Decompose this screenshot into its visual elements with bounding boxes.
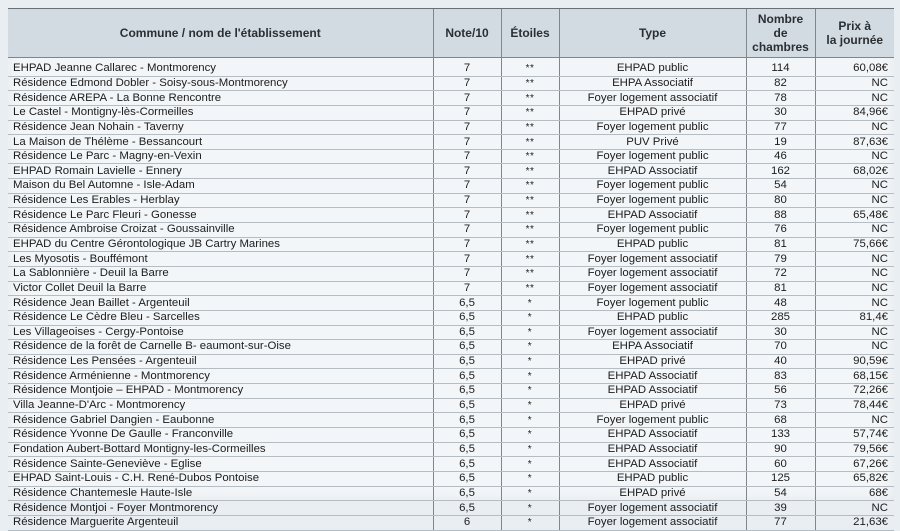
- cell-note: 7: [433, 135, 501, 150]
- cell-commune: Résidence Yvonne De Gaulle - Franconville: [8, 428, 433, 443]
- cell-chambres: 73: [746, 398, 815, 413]
- table-row: [8, 369, 894, 384]
- cell-commune: Les Myosotis - Bouffémont: [8, 252, 433, 267]
- cell-commune: Résidence Arménienne - Montmorency: [8, 369, 433, 384]
- cell-commune: Victor Collet Deuil la Barre: [8, 281, 433, 296]
- cell-etoiles: *: [501, 471, 559, 486]
- cell-type: Foyer logement public: [559, 193, 746, 208]
- cell-type: Foyer logement associatif: [559, 252, 746, 267]
- table-row: [8, 310, 894, 325]
- cell-commune: EHPAD du Centre Gérontologique JB Cartry Marines: [8, 237, 433, 252]
- cell-chambres: 54: [746, 179, 815, 194]
- cell-type: Foyer logement associatif: [559, 501, 746, 516]
- cell-note: 7: [433, 266, 501, 281]
- cell-chambres: 72: [746, 266, 815, 281]
- cell-note: 6,5: [433, 471, 501, 486]
- table-row: [8, 281, 894, 296]
- table-row: [8, 457, 894, 472]
- cell-etoiles: **: [501, 76, 559, 91]
- cell-note: 6,5: [433, 354, 501, 369]
- cell-chambres: 40: [746, 354, 815, 369]
- table-row: [8, 149, 894, 164]
- cell-note: 6,5: [433, 413, 501, 428]
- cell-prix: NC: [815, 91, 894, 106]
- cell-etoiles: *: [501, 325, 559, 340]
- cell-prix: 81,4€: [815, 310, 894, 325]
- header-chambres: [746, 9, 815, 58]
- cell-commune: La Maison de Thélème - Bessancourt: [8, 135, 433, 150]
- cell-prix: NC: [815, 252, 894, 267]
- cell-prix: 67,26€: [815, 457, 894, 472]
- cell-chambres: 54: [746, 486, 815, 501]
- cell-type: Foyer logement public: [559, 149, 746, 164]
- cell-type: EHPAD public: [559, 310, 746, 325]
- cell-commune: Résidence Les Erables - Herblay: [8, 193, 433, 208]
- cell-chambres: 68: [746, 413, 815, 428]
- cell-note: 7: [433, 193, 501, 208]
- cell-etoiles: **: [501, 223, 559, 238]
- cell-etoiles: *: [501, 442, 559, 457]
- cell-type: EHPA Associatif: [559, 76, 746, 91]
- cell-commune: Résidence Le Cèdre Bleu - Sarcelles: [8, 310, 433, 325]
- cell-type: EHPAD Associatif: [559, 208, 746, 223]
- cell-commune: Le Castel - Montigny-lès-Cormeilles: [8, 105, 433, 120]
- cell-commune: Résidence Gabriel Dangien - Eaubonne: [8, 413, 433, 428]
- cell-commune: Résidence Chantemesle Haute-Isle: [8, 486, 433, 501]
- cell-commune: Résidence Marguerite Argenteuil: [8, 515, 433, 530]
- table-row: [8, 442, 894, 457]
- cell-type: EHPAD privé: [559, 398, 746, 413]
- cell-etoiles: **: [501, 193, 559, 208]
- cell-type: Foyer logement associatif: [559, 515, 746, 530]
- cell-etoiles: **: [501, 208, 559, 223]
- cell-prix: NC: [815, 413, 894, 428]
- cell-commune: Fondation Aubert-Bottard Montigny-les-Cormeilles: [8, 442, 433, 457]
- cell-note: 7: [433, 120, 501, 135]
- cell-commune: Résidence Edmond Dobler - Soisy-sous-Montmorency: [8, 76, 433, 91]
- table-row: [8, 471, 894, 486]
- cell-etoiles: *: [501, 413, 559, 428]
- cell-commune: EHPAD Saint-Louis - C.H. René-Dubos Pontoise: [8, 471, 433, 486]
- cell-type: Foyer logement public: [559, 296, 746, 311]
- cell-commune: Résidence Les Pensées - Argenteuil: [8, 354, 433, 369]
- table-row: [8, 91, 894, 106]
- cell-note: 7: [433, 58, 501, 77]
- table-row: [8, 120, 894, 135]
- cell-etoiles: *: [501, 457, 559, 472]
- table-row: [8, 164, 894, 179]
- cell-note: 6,5: [433, 457, 501, 472]
- cell-prix: NC: [815, 193, 894, 208]
- table-row: [8, 266, 894, 281]
- cell-etoiles: **: [501, 58, 559, 77]
- table-row: [8, 325, 894, 340]
- table-row: [8, 515, 894, 530]
- table-row: [8, 384, 894, 399]
- cell-type: EHPAD Associatif: [559, 457, 746, 472]
- cell-etoiles: **: [501, 149, 559, 164]
- cell-type: Foyer logement public: [559, 413, 746, 428]
- cell-etoiles: *: [501, 398, 559, 413]
- cell-etoiles: *: [501, 384, 559, 399]
- cell-commune: Résidence AREPA - La Bonne Rencontre: [8, 91, 433, 106]
- header-etoiles: Étoiles: [501, 9, 559, 58]
- cell-etoiles: **: [501, 237, 559, 252]
- cell-type: EHPAD Associatif: [559, 384, 746, 399]
- cell-type: Foyer logement public: [559, 223, 746, 238]
- cell-prix: NC: [815, 266, 894, 281]
- cell-chambres: 48: [746, 296, 815, 311]
- establishments-table: [8, 9, 894, 531]
- cell-chambres: 30: [746, 325, 815, 340]
- cell-prix: NC: [815, 149, 894, 164]
- table-row: [8, 105, 894, 120]
- cell-etoiles: *: [501, 369, 559, 384]
- cell-prix: 87,63€: [815, 135, 894, 150]
- cell-note: 7: [433, 164, 501, 179]
- cell-etoiles: *: [501, 515, 559, 530]
- cell-etoiles: *: [501, 486, 559, 501]
- cell-type: EHPA Associatif: [559, 340, 746, 355]
- cell-type: EHPAD public: [559, 237, 746, 252]
- cell-chambres: 76: [746, 223, 815, 238]
- cell-etoiles: **: [501, 266, 559, 281]
- cell-chambres: 114: [746, 58, 815, 77]
- cell-type: Foyer logement associatif: [559, 266, 746, 281]
- cell-chambres: 19: [746, 135, 815, 150]
- cell-prix: 90,59€: [815, 354, 894, 369]
- cell-prix: 78,44€: [815, 398, 894, 413]
- cell-commune: EHPAD Romain Lavielle - Ennery: [8, 164, 433, 179]
- cell-note: 6,5: [433, 296, 501, 311]
- cell-chambres: 60: [746, 457, 815, 472]
- cell-chambres: 285: [746, 310, 815, 325]
- cell-commune: Résidence Sainte-Geneviève - Eglise: [8, 457, 433, 472]
- cell-etoiles: *: [501, 354, 559, 369]
- cell-prix: NC: [815, 340, 894, 355]
- table-row: [8, 252, 894, 267]
- cell-type: Foyer logement associatif: [559, 281, 746, 296]
- cell-chambres: 125: [746, 471, 815, 486]
- cell-note: 6,5: [433, 325, 501, 340]
- cell-chambres: 70: [746, 340, 815, 355]
- cell-note: 6,5: [433, 369, 501, 384]
- table-row: [8, 76, 894, 91]
- table-row: [8, 58, 894, 77]
- table-row: [8, 223, 894, 238]
- cell-type: Foyer logement public: [559, 179, 746, 194]
- cell-note: 6: [433, 515, 501, 530]
- cell-commune: Les Villageoises - Cergy-Pontoise: [8, 325, 433, 340]
- cell-prix: NC: [815, 281, 894, 296]
- cell-etoiles: *: [501, 310, 559, 325]
- cell-prix: 68,15€: [815, 369, 894, 384]
- table-row: [8, 501, 894, 516]
- cell-chambres: 90: [746, 442, 815, 457]
- cell-chambres: 46: [746, 149, 815, 164]
- cell-chambres: 162: [746, 164, 815, 179]
- cell-prix: NC: [815, 296, 894, 311]
- cell-chambres: 133: [746, 428, 815, 443]
- cell-type: EHPAD Associatif: [559, 428, 746, 443]
- cell-note: 7: [433, 252, 501, 267]
- table-row: [8, 486, 894, 501]
- cell-prix: 79,56€: [815, 442, 894, 457]
- cell-note: 7: [433, 149, 501, 164]
- cell-note: 7: [433, 76, 501, 91]
- cell-prix: 75,66€: [815, 237, 894, 252]
- table-row: [8, 340, 894, 355]
- cell-etoiles: **: [501, 179, 559, 194]
- cell-chambres: 77: [746, 515, 815, 530]
- cell-prix: 68€: [815, 486, 894, 501]
- table-row: [8, 208, 894, 223]
- cell-commune: EHPAD Jeanne Callarec - Montmorency: [8, 58, 433, 77]
- cell-type: Foyer logement associatif: [559, 91, 746, 106]
- table-row: [8, 413, 894, 428]
- cell-etoiles: *: [501, 501, 559, 516]
- cell-commune: La Sablonnière - Deuil la Barre: [8, 266, 433, 281]
- table-row: [8, 237, 894, 252]
- cell-etoiles: **: [501, 252, 559, 267]
- cell-note: 6,5: [433, 310, 501, 325]
- cell-chambres: 88: [746, 208, 815, 223]
- header-note: Note/10: [433, 9, 501, 58]
- cell-chambres: 81: [746, 281, 815, 296]
- cell-note: 7: [433, 223, 501, 238]
- cell-commune: Résidence de la forêt de Carnelle B- eaumont-sur-Oise: [8, 340, 433, 355]
- table-row: [8, 193, 894, 208]
- newspaper-table-clipping: [8, 8, 894, 529]
- cell-note: 7: [433, 179, 501, 194]
- cell-chambres: 82: [746, 76, 815, 91]
- cell-commune: Résidence Ambroise Croizat - Goussainville: [8, 223, 433, 238]
- cell-prix: 57,74€: [815, 428, 894, 443]
- header-prix: [815, 9, 894, 58]
- table-row: [8, 296, 894, 311]
- table-row: [8, 179, 894, 194]
- cell-note: 7: [433, 91, 501, 106]
- table-row: [8, 354, 894, 369]
- cell-type: EHPAD privé: [559, 486, 746, 501]
- cell-prix: 68,02€: [815, 164, 894, 179]
- cell-prix: 72,26€: [815, 384, 894, 399]
- cell-chambres: 30: [746, 105, 815, 120]
- cell-prix: NC: [815, 76, 894, 91]
- header-prix-line2: la journée: [826, 33, 884, 47]
- cell-commune: Résidence Jean Baillet - Argenteuil: [8, 296, 433, 311]
- cell-etoiles: *: [501, 428, 559, 443]
- cell-prix: NC: [815, 179, 894, 194]
- cell-prix: 84,96€: [815, 105, 894, 120]
- cell-type: PUV Privé: [559, 135, 746, 150]
- cell-note: 7: [433, 281, 501, 296]
- cell-note: 6,5: [433, 398, 501, 413]
- cell-type: EHPAD public: [559, 471, 746, 486]
- cell-note: 6,5: [433, 501, 501, 516]
- cell-etoiles: **: [501, 135, 559, 150]
- cell-chambres: 79: [746, 252, 815, 267]
- cell-note: 7: [433, 105, 501, 120]
- table-row: [8, 428, 894, 443]
- cell-etoiles: *: [501, 296, 559, 311]
- cell-chambres: 81: [746, 237, 815, 252]
- cell-commune: Maison du Bel Automne - Isle-Adam: [8, 179, 433, 194]
- table-row: [8, 398, 894, 413]
- cell-note: 7: [433, 208, 501, 223]
- header-row: [8, 9, 894, 58]
- cell-type: Foyer logement associatif: [559, 325, 746, 340]
- cell-commune: Résidence Montjoi - Foyer Montmorency: [8, 501, 433, 516]
- cell-note: 7: [433, 237, 501, 252]
- cell-etoiles: **: [501, 91, 559, 106]
- header-chambres-line2: de chambres: [752, 26, 809, 54]
- cell-type: EHPAD Associatif: [559, 164, 746, 179]
- cell-note: 6,5: [433, 442, 501, 457]
- cell-type: EHPAD privé: [559, 354, 746, 369]
- cell-etoiles: **: [501, 120, 559, 135]
- cell-chambres: 39: [746, 501, 815, 516]
- cell-chambres: 83: [746, 369, 815, 384]
- cell-type: EHPAD Associatif: [559, 442, 746, 457]
- cell-prix: 60,08€: [815, 58, 894, 77]
- cell-commune: Résidence Le Parc - Magny-en-Vexin: [8, 149, 433, 164]
- cell-type: Foyer logement public: [559, 120, 746, 135]
- cell-commune: Villa Jeanne-D'Arc - Montmorency: [8, 398, 433, 413]
- cell-type: EHPAD privé: [559, 105, 746, 120]
- cell-note: 6,5: [433, 428, 501, 443]
- table-header: [8, 9, 894, 58]
- cell-commune: Résidence Le Parc Fleuri - Gonesse: [8, 208, 433, 223]
- cell-etoiles: **: [501, 164, 559, 179]
- table-body: [8, 58, 894, 531]
- cell-type: EHPAD Associatif: [559, 369, 746, 384]
- cell-type: EHPAD public: [559, 58, 746, 77]
- cell-etoiles: **: [501, 281, 559, 296]
- cell-chambres: 78: [746, 91, 815, 106]
- cell-prix: NC: [815, 120, 894, 135]
- cell-chambres: 80: [746, 193, 815, 208]
- cell-etoiles: *: [501, 340, 559, 355]
- cell-commune: Résidence Montjoie – EHPAD - Montmorency: [8, 384, 433, 399]
- header-prix-line1: Prix à: [838, 19, 872, 33]
- cell-etoiles: **: [501, 105, 559, 120]
- cell-chambres: 77: [746, 120, 815, 135]
- header-commune: Commune / nom de l'établissement: [8, 9, 433, 58]
- header-chambres-line1: Nombre: [757, 12, 804, 26]
- cell-note: 6,5: [433, 384, 501, 399]
- cell-prix: NC: [815, 501, 894, 516]
- cell-chambres: 56: [746, 384, 815, 399]
- cell-commune: Résidence Jean Nohain - Taverny: [8, 120, 433, 135]
- cell-prix: 65,48€: [815, 208, 894, 223]
- cell-prix: NC: [815, 325, 894, 340]
- cell-prix: 65,82€: [815, 471, 894, 486]
- cell-prix: 21,63€: [815, 515, 894, 530]
- header-type: Type: [559, 9, 746, 58]
- table-row: [8, 135, 894, 150]
- cell-note: 6,5: [433, 486, 501, 501]
- cell-note: 6,5: [433, 340, 501, 355]
- cell-prix: NC: [815, 223, 894, 238]
